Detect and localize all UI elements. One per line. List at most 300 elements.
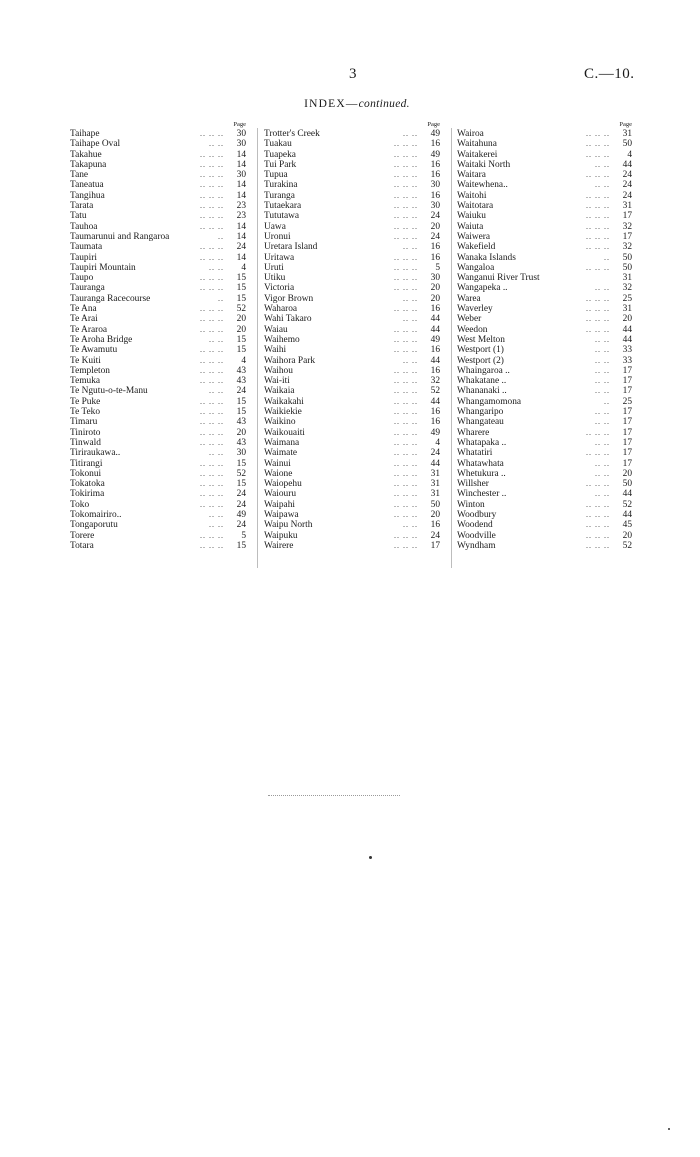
entry-page: 14	[236, 190, 246, 201]
entry-name: Whakatane ..	[457, 376, 507, 387]
leader-dots: .. .. ..	[394, 139, 418, 149]
index-entry	[457, 222, 632, 232]
entry-page: 30	[430, 201, 440, 212]
page-column-label: Page	[233, 121, 246, 128]
entry-name: Waikiekie	[264, 407, 302, 418]
index-entry	[70, 129, 246, 139]
index-entry	[70, 232, 246, 242]
index-entry	[264, 407, 440, 417]
index-entry	[457, 170, 632, 180]
leader-dots: .. .. ..	[394, 489, 418, 499]
index-entry	[264, 283, 440, 293]
entry-name: Whetukura ..	[457, 468, 506, 479]
index-column-2	[264, 121, 440, 551]
index-entry	[457, 150, 632, 160]
leader-dots: .. .. ..	[200, 365, 224, 375]
index-entry	[70, 314, 246, 324]
entry-name: Tututawa	[264, 211, 300, 222]
entry-page: 30	[236, 448, 246, 459]
entry-name: Weedon	[457, 324, 488, 335]
entry-name: Waverley	[457, 304, 493, 315]
entry-page: 31	[430, 489, 440, 500]
index-entry	[70, 294, 246, 304]
leader-dots: .. ..	[403, 355, 418, 365]
index-entry	[264, 448, 440, 458]
entry-name: Taupiri Mountain	[70, 262, 136, 273]
entry-page: 23	[236, 211, 246, 222]
leader-dots: .. .. ..	[200, 499, 224, 509]
index-entry	[70, 469, 246, 479]
entry-page: 15	[236, 540, 246, 551]
entry-page: 17	[622, 211, 632, 222]
entry-page: 30	[236, 129, 246, 139]
entry-page: 24	[622, 170, 632, 181]
leader-dots: .. .. ..	[394, 386, 418, 396]
index-entry	[70, 180, 246, 190]
index-entry	[457, 242, 632, 252]
entry-name: Waitaki North	[457, 159, 511, 170]
index-entry	[264, 510, 440, 520]
entry-name: Waipuku	[264, 530, 298, 541]
leader-dots: .. .. ..	[586, 499, 610, 509]
entry-name: Waiopehu	[264, 479, 302, 490]
entry-name: Wairere	[264, 540, 294, 551]
entry-page: 24	[622, 180, 632, 191]
entry-name: Woodend	[457, 520, 493, 531]
index-entry	[70, 438, 246, 448]
leader-dots: .. ..	[209, 386, 224, 396]
index-entry	[70, 500, 246, 510]
leader-dots: .. .. ..	[200, 211, 224, 221]
index-entry	[264, 479, 440, 489]
entry-page: 43	[236, 437, 246, 448]
entry-name: Tuakau	[264, 139, 292, 150]
entry-page: 24	[236, 489, 246, 500]
entry-page: 31	[430, 479, 440, 490]
entry-name: Winton	[457, 499, 485, 510]
entry-page: 16	[430, 304, 440, 315]
leader-dots: .. .. ..	[394, 365, 418, 375]
index-entry	[457, 180, 632, 190]
leader-dots: .. .. ..	[586, 427, 610, 437]
leader-dots: .. ..	[209, 448, 224, 458]
entry-name: Waiuku	[457, 211, 486, 222]
index-entry	[457, 345, 632, 355]
index-entry	[457, 335, 632, 345]
entry-name: Warea	[457, 293, 481, 304]
entry-page: 24	[236, 386, 246, 397]
leader-dots: .. ..	[209, 334, 224, 344]
entry-page: 32	[622, 242, 632, 253]
index-entry	[264, 242, 440, 252]
index-entry	[70, 335, 246, 345]
entry-name: Te Teko	[70, 407, 101, 418]
leader-dots: .. .. ..	[200, 129, 224, 138]
entry-name: Totara	[70, 540, 94, 551]
leader-dots: .. .. ..	[394, 180, 418, 190]
index-entry	[457, 500, 632, 510]
index-entry	[70, 263, 246, 273]
leader-dots: .. .. ..	[394, 231, 418, 241]
entry-page: 24	[236, 499, 246, 510]
entry-name: Whangateau	[457, 417, 504, 428]
entry-name: Titirangi	[70, 458, 103, 469]
index-entry	[70, 531, 246, 541]
index-entry	[264, 150, 440, 160]
index-entry	[264, 366, 440, 376]
entry-page: 31	[622, 273, 632, 284]
index-entry	[264, 273, 440, 283]
index-title-suffix: continued.	[358, 98, 410, 110]
index-entry	[70, 222, 246, 232]
index-entry	[457, 201, 632, 211]
document-reference: C.—10.	[584, 66, 635, 82]
index-entry	[457, 520, 632, 530]
entry-page: 15	[236, 479, 246, 490]
index-entry	[264, 201, 440, 211]
entry-name: Tokirima	[70, 489, 105, 500]
index-entry	[70, 407, 246, 417]
leader-dots: .. .. ..	[200, 159, 224, 169]
index-entry	[264, 428, 440, 438]
entry-name: Westport (2)	[457, 355, 504, 366]
entry-name: Waitohi	[457, 190, 487, 201]
index-entry	[264, 376, 440, 386]
entry-name: Tauhoa	[70, 221, 98, 232]
index-entry	[264, 345, 440, 355]
leader-dots: .. .. ..	[200, 273, 224, 283]
entry-name: Waipawa	[264, 509, 299, 520]
entry-name: Waihora Park	[264, 355, 316, 366]
index-entry	[457, 191, 632, 201]
entry-name: Taupo	[70, 273, 94, 284]
entry-page: 24	[430, 211, 440, 222]
entry-name: Te Aroha Bridge	[70, 334, 133, 345]
entry-page: 5	[241, 530, 246, 541]
entry-page: 30	[236, 139, 246, 150]
entry-name: Whatatiri	[457, 448, 493, 459]
leader-dots: .. .. ..	[394, 417, 418, 427]
entry-page: 20	[430, 221, 440, 232]
entry-page: 17	[622, 376, 632, 387]
leader-dots: .. .. ..	[200, 355, 224, 365]
entry-name: Tutaekara	[264, 201, 302, 212]
footer-rule	[268, 795, 400, 796]
entry-page: 52	[622, 499, 632, 510]
leader-dots: .. .. ..	[200, 376, 224, 386]
leader-dots: .. .. ..	[200, 530, 224, 540]
entry-name: Wanganui River Trust	[457, 273, 540, 284]
leader-dots: .. ..	[595, 417, 610, 427]
entry-name: Uronui	[264, 231, 291, 242]
index-entry-list	[457, 129, 632, 551]
ink-speck	[668, 1128, 670, 1130]
entry-page: 24	[430, 530, 440, 541]
entry-page: 16	[430, 252, 440, 263]
entry-name: Taumata	[70, 242, 103, 253]
index-entry	[70, 273, 246, 283]
entry-name: Waihemo	[264, 334, 300, 345]
entry-name: Waitewhena..	[457, 180, 508, 191]
entry-page: 23	[236, 201, 246, 212]
leader-dots: .. ..	[403, 314, 418, 324]
leader-dots: .. .. ..	[200, 437, 224, 447]
entry-page: 50	[430, 499, 440, 510]
index-entry	[70, 417, 246, 427]
index-entry	[457, 314, 632, 324]
entry-page: 44	[430, 458, 440, 469]
entry-name: Whananaki ..	[457, 386, 507, 397]
entry-name: Wharere	[457, 427, 490, 438]
index-entry	[70, 448, 246, 458]
entry-page: 44	[622, 334, 632, 345]
entry-page: 16	[430, 417, 440, 428]
page-column-header	[264, 121, 440, 129]
index-entry	[264, 160, 440, 170]
entry-page: 16	[430, 407, 440, 418]
leader-dots: .. ..	[403, 129, 418, 138]
index-entry	[457, 459, 632, 469]
entry-name: Waione	[264, 468, 293, 479]
leader-dots: .. .. ..	[586, 479, 610, 489]
entry-page: 50	[622, 252, 632, 263]
index-entry	[457, 397, 632, 407]
index-entry	[70, 366, 246, 376]
entry-name: Waiwera	[457, 231, 491, 242]
entry-page: 49	[430, 149, 440, 160]
leader-dots: .. .. ..	[200, 190, 224, 200]
index-entry	[70, 283, 246, 293]
index-column-3	[457, 121, 632, 551]
entry-name: Uawa	[264, 221, 286, 232]
entry-name: Tangihua	[70, 190, 105, 201]
index-entry	[70, 191, 246, 201]
index-entry	[70, 489, 246, 499]
entry-page: 20	[622, 468, 632, 479]
leader-dots: ..	[218, 231, 224, 241]
index-entry	[70, 139, 246, 149]
entry-name: Waikino	[264, 417, 296, 428]
entry-name: Waiuta	[457, 221, 484, 232]
entry-name: Utiku	[264, 273, 286, 284]
index-entry	[70, 304, 246, 314]
index-entry	[70, 356, 246, 366]
leader-dots: .. .. ..	[200, 427, 224, 437]
entry-name: Turakina	[264, 180, 298, 191]
index-entry	[70, 242, 246, 252]
entry-page: 49	[430, 334, 440, 345]
leader-dots: .. .. ..	[586, 170, 610, 180]
leader-dots: .. .. ..	[394, 499, 418, 509]
entry-page: 16	[430, 242, 440, 253]
leader-dots: .. .. ..	[394, 334, 418, 344]
page-column-label: Page	[427, 121, 440, 128]
entry-page: 44	[622, 509, 632, 520]
entry-page: 16	[430, 170, 440, 181]
index-entry	[457, 325, 632, 335]
leader-dots: .. .. ..	[586, 211, 610, 221]
entry-page: 14	[236, 231, 246, 242]
leader-dots: ..	[604, 252, 610, 262]
index-entry-list	[70, 129, 246, 551]
entry-name: Uretara Island	[264, 242, 318, 253]
index-entry	[264, 520, 440, 530]
leader-dots: .. .. ..	[394, 396, 418, 406]
column-divider	[257, 128, 258, 568]
entry-name: Waihou	[264, 365, 293, 376]
index-entry	[264, 232, 440, 242]
leader-dots: .. ..	[595, 458, 610, 468]
leader-dots: .. .. ..	[586, 324, 610, 334]
leader-dots: .. .. ..	[200, 180, 224, 190]
index-entry	[264, 294, 440, 304]
entry-page: 4	[435, 437, 440, 448]
leader-dots: .. .. ..	[200, 324, 224, 334]
entry-name: Trotter's Creek	[264, 129, 320, 139]
index-entry	[264, 263, 440, 273]
index-entry	[70, 459, 246, 469]
entry-page: 44	[622, 159, 632, 170]
leader-dots: .. ..	[595, 376, 610, 386]
index-entry	[70, 541, 246, 551]
entry-page: 20	[430, 283, 440, 294]
entry-name: Woodbury	[457, 509, 497, 520]
entry-page: 50	[622, 139, 632, 150]
leader-dots: .. .. ..	[586, 520, 610, 530]
entry-name: Waimana	[264, 437, 300, 448]
index-entry	[70, 345, 246, 355]
index-entry	[457, 160, 632, 170]
entry-name: Tokomairiro..	[70, 509, 122, 520]
leader-dots: .. .. ..	[394, 283, 418, 293]
entry-name: Tiriraukawa..	[70, 448, 121, 459]
entry-name: Temuka	[70, 376, 101, 387]
entry-name: Tinwald	[70, 437, 101, 448]
entry-page: 30	[430, 180, 440, 191]
index-entry	[264, 459, 440, 469]
leader-dots: ..	[604, 396, 610, 406]
entry-page: 17	[622, 386, 632, 397]
index-entry	[457, 386, 632, 396]
index-entry	[70, 253, 246, 263]
leader-dots: .. .. ..	[200, 540, 224, 550]
entry-name: Wahi Takaro	[264, 314, 312, 325]
entry-page: 17	[622, 448, 632, 459]
index-entry	[457, 356, 632, 366]
index-entry	[264, 325, 440, 335]
entry-page: 44	[430, 324, 440, 335]
index-entry	[457, 438, 632, 448]
index-entry	[457, 448, 632, 458]
leader-dots: .. ..	[595, 489, 610, 499]
leader-dots: .. .. ..	[200, 242, 224, 252]
entry-name: Waipu North	[264, 520, 313, 531]
leader-dots: .. .. ..	[586, 129, 610, 138]
entry-page: 15	[236, 293, 246, 304]
index-entry	[264, 417, 440, 427]
entry-page: 14	[236, 252, 246, 263]
index-entry	[70, 376, 246, 386]
page-column-label: Page	[619, 121, 632, 128]
leader-dots: .. .. ..	[394, 437, 418, 447]
leader-dots: .. ..	[595, 386, 610, 396]
index-entry	[264, 531, 440, 541]
entry-name: Waitotara	[457, 201, 494, 212]
leader-dots: .. .. ..	[586, 262, 610, 272]
entry-name: Weber	[457, 314, 482, 325]
entry-page: 16	[430, 365, 440, 376]
index-entry	[264, 222, 440, 232]
entry-page: 16	[430, 345, 440, 356]
leader-dots: .. .. ..	[200, 345, 224, 355]
entry-page: 44	[430, 314, 440, 325]
entry-name: Willsher	[457, 479, 489, 490]
leader-dots: .. ..	[595, 334, 610, 344]
entry-page: 17	[622, 437, 632, 448]
entry-page: 17	[430, 540, 440, 551]
entry-page: 50	[622, 262, 632, 273]
entry-name: Waikaia	[264, 386, 295, 397]
leader-dots: .. ..	[403, 242, 418, 252]
leader-dots: .. .. ..	[200, 149, 224, 159]
entry-name: Tongaporutu	[70, 520, 118, 531]
entry-name: Uruti	[264, 262, 284, 273]
entry-name: Waharoa	[264, 304, 298, 315]
entry-name: Victoria	[264, 283, 295, 294]
index-entry	[264, 386, 440, 396]
leader-dots: .. .. ..	[200, 252, 224, 262]
entry-page: 20	[430, 293, 440, 304]
entry-name: Te Kuiti	[70, 355, 101, 366]
index-entry	[264, 304, 440, 314]
entry-name: Whangamomona	[457, 396, 522, 407]
entry-page: 14	[236, 159, 246, 170]
index-entry	[457, 273, 632, 283]
index-entry	[70, 479, 246, 489]
entry-page: 30	[236, 170, 246, 181]
entry-page: 15	[236, 334, 246, 345]
leader-dots: .. .. ..	[394, 376, 418, 386]
entry-name: Taupiri	[70, 252, 97, 263]
entry-name: Wangapeka ..	[457, 283, 508, 294]
entry-name: Wakefield	[457, 242, 496, 253]
index-entry	[457, 407, 632, 417]
index-entry	[70, 170, 246, 180]
index-entry	[457, 479, 632, 489]
entry-name: Wangaloa	[457, 262, 495, 273]
leader-dots: .. ..	[595, 355, 610, 365]
entry-name: Taihape	[70, 129, 100, 139]
entry-name: Toko	[70, 499, 90, 510]
entry-name: Tauranga Racecourse	[70, 293, 151, 304]
leader-dots: .. .. ..	[394, 252, 418, 262]
entry-name: Torere	[70, 530, 95, 541]
entry-name: Wai-iti	[264, 376, 290, 387]
index-entry	[264, 335, 440, 345]
entry-page: 14	[236, 180, 246, 191]
leader-dots: .. .. ..	[394, 190, 418, 200]
entry-page: 15	[236, 407, 246, 418]
index-entry	[264, 180, 440, 190]
column-divider	[451, 128, 452, 568]
leader-dots: .. .. ..	[200, 314, 224, 324]
entry-name: Tuapeka	[264, 149, 296, 160]
ink-speck	[369, 856, 372, 859]
leader-dots: .. .. ..	[586, 190, 610, 200]
entry-page: 25	[622, 396, 632, 407]
index-entry	[264, 314, 440, 324]
entry-page: 15	[236, 283, 246, 294]
